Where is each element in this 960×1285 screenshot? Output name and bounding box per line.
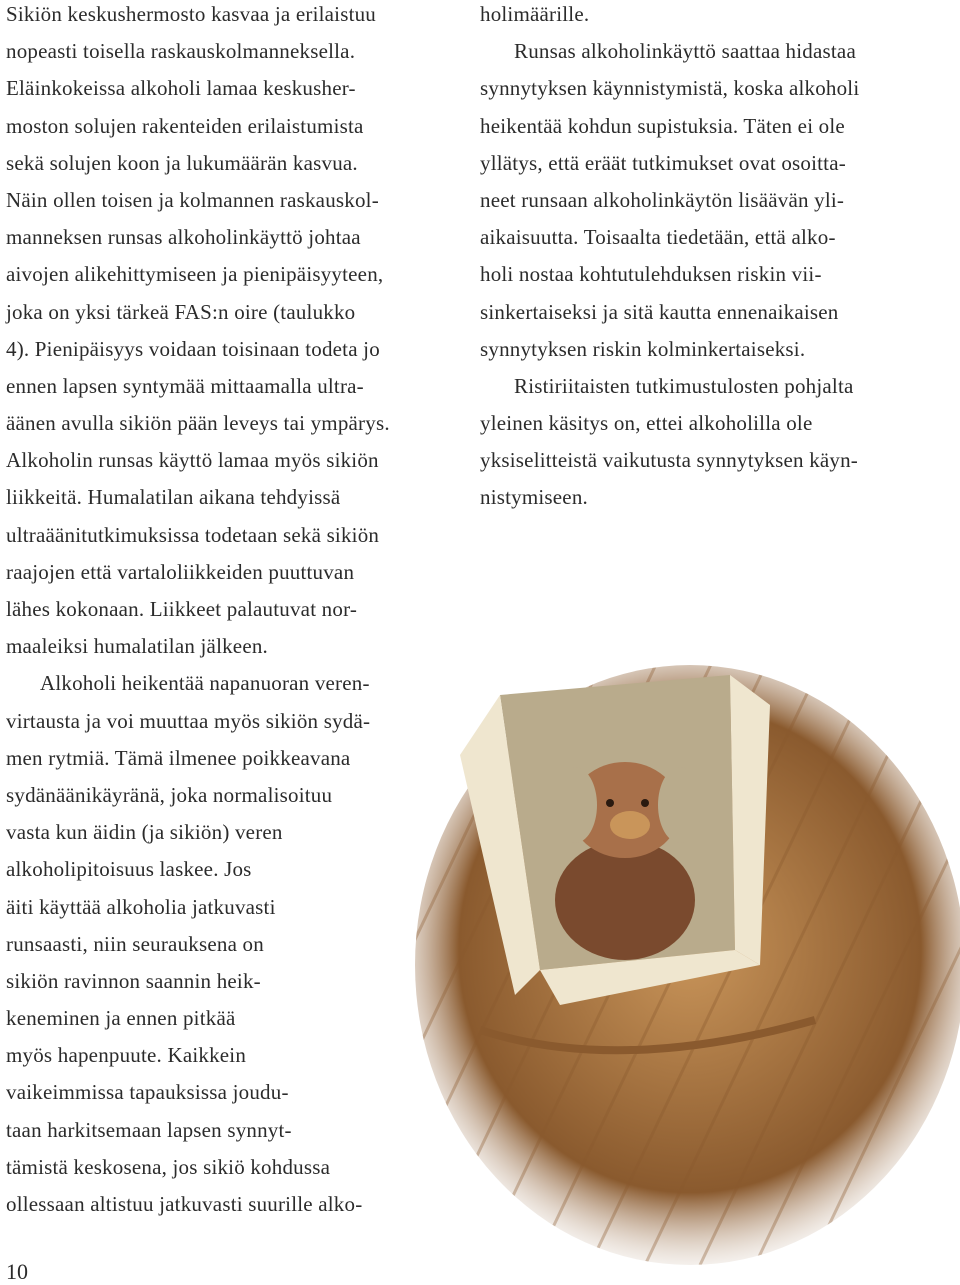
text-line: vaikeimmissa tapauksissa joudu- [6, 1080, 289, 1105]
teddy-bear-cradle-illustration [360, 635, 960, 1265]
text-line: nistymiseen. [480, 485, 588, 510]
text-line: keneminen ja ennen pitkää [6, 1006, 236, 1031]
text-line: manneksen runsas alkoholinkäyttö johtaa [6, 225, 361, 250]
text-line: heikentää kohdun supistuksia. Täten ei ole [480, 113, 845, 138]
text-line: Näin ollen toisen ja kolmannen raskauskol- [6, 187, 379, 212]
text-line: aivojen alikehittymiseen ja pienipäisyyteen, [6, 262, 384, 287]
text-line: men rytmiä. Tämä ilmenee poikkeavana [6, 745, 351, 770]
text-line: Alkoholin runsas käyttö lamaa myös sikiön [6, 448, 379, 473]
text-line: holimäärille. [480, 2, 590, 26]
text-line: ultraäänitutkimuksissa todetaan sekä sikiön [6, 522, 380, 547]
text-line: lähes kokonaan. Liikkeet palautuvat nor- [6, 597, 358, 621]
text-line: Runsas alkoholinkäyttö saattaa hidastaa [514, 39, 856, 64]
text-line: raajojen että vartaloliikkeiden puuttuvan [6, 559, 355, 584]
text-line: virtausta ja voi muuttaa myös sikiön sydä- [6, 708, 371, 733]
text-line: yllätys, että eräät tutkimukset ovat osoitta- [480, 150, 846, 175]
text-line: taan harkitsemaan lapsen synnyt- [6, 1117, 292, 1142]
text-line: Ristiriitaisten tutkimustulosten pohjalta [514, 373, 854, 398]
text-line: Eläinkokeissa alkoholi lamaa keskusher- [6, 76, 356, 101]
text-line: myös hapenpuute. Kaikkein [6, 1043, 247, 1068]
right-column [480, 0, 950, 517]
text-line: synnytyksen riskin kolminkertaiseksi. [480, 336, 806, 361]
text-line: ollessaan altistuu jatkuvasti suurille alko- [6, 1192, 363, 1216]
text-line: moston solujen rakenteiden erilaistumista [6, 113, 364, 138]
text-line: tämistä keskosena, jos sikiö kohdussa [6, 1154, 331, 1179]
text-line: alkoholipitoisuus laskee. Jos [6, 857, 252, 882]
text-line: vasta kun äidin (ja sikiön) veren [6, 820, 283, 845]
text-line: yksiselitteistä vaikutusta synnytyksen käyn- [480, 448, 859, 473]
text-line: sinkertaiseksi ja sitä kautta ennenaikaisen [480, 299, 839, 324]
text-line: 4). Pienipäisyys voidaan toisinaan todeta jo [6, 336, 380, 361]
text-line: sydänäänikäyränä, joka normalisoituu [6, 782, 333, 807]
page-number: 10 [6, 1259, 28, 1284]
text-line: aikaisuutta. Toisaalta tiedetään, että alko- [480, 225, 836, 250]
text-line: maaleiksi humalatilan jälkeen. [6, 634, 268, 659]
text-line: äänen avulla sikiön pään leveys tai ympärys. [6, 411, 390, 436]
text-line: ennen lapsen syntymää mittaamalla ultra- [6, 373, 364, 398]
text-line: joka on yksi tärkeä FAS:n oire (taulukko [6, 299, 356, 324]
text-line: sikiön ravinnon saannin heik- [6, 968, 261, 993]
text-line: Alkoholi heikentää napanuoran veren- [40, 671, 370, 696]
text-line: liikkeitä. Humalatilan aikana tehdyissä [6, 485, 341, 510]
text-line: äiti käyttää alkoholia jatkuvasti [6, 894, 276, 919]
text-line: yleinen käsitys on, ettei alkoholilla ole [480, 411, 813, 436]
text-line: Sikiön keskushermosto kasvaa ja erilaistuu [6, 2, 377, 26]
text-line: nopeasti toisella raskauskolmanneksella. [6, 39, 356, 64]
text-line: neet runsaan alkoholinkäytön lisäävän yli- [480, 187, 845, 212]
text-line: holi nostaa kohtutulehduksen riskin vii- [480, 262, 822, 287]
text-line: runsaasti, niin seurauksena on [6, 931, 264, 956]
text-line: synnytyksen käynnistymistä, koska alkoholi [480, 76, 860, 101]
text-line: sekä solujen koon ja lukumäärän kasvua. [6, 150, 358, 175]
